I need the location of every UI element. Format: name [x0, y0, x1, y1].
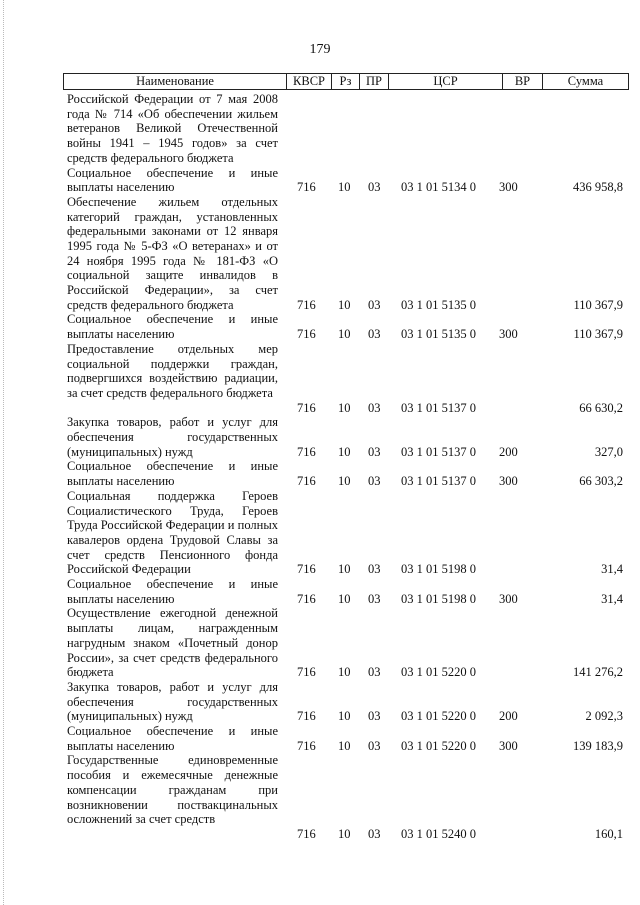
row-rz: 10: [338, 297, 351, 312]
row-name: Социальное обеспечение и иные выплаты населению: [67, 577, 278, 606]
row-rz: 10: [338, 562, 351, 577]
row-vr: 300: [499, 591, 518, 606]
row-pr: 03: [368, 562, 381, 577]
row-sum: 31,4: [601, 591, 623, 606]
row-csr: 03 1 01 5220 0: [401, 738, 476, 753]
row-name: Предоставление отдельных мер социальной поддержки граждан, подвергшихся воздействию радиации, за счет средств федерального бюджета: [67, 341, 278, 400]
row-name: Государственные единовременные пособия и ежемесячные денежные компенсации гражданам при возникновении поствакцинальных осложнений за счет средств: [67, 753, 278, 827]
row-name: Российской Федерации от 7 мая 2008 года № 714 «Об обеспечении жильем ветеранов Великой Отечественной войны 1941 – 1945 годов» за счет средств федерального бюджета: [67, 92, 278, 165]
table-row: [0, 92, 640, 166]
row-rz: 10: [338, 665, 351, 680]
table-row: [0, 680, 640, 724]
row-kvsr: 716: [297, 297, 316, 312]
row-sum: 31,4: [601, 562, 623, 577]
row-rz: 10: [338, 826, 351, 841]
row-kvsr: 716: [297, 444, 316, 459]
header-sum: Сумма: [567, 74, 604, 88]
row-kvsr: 716: [297, 327, 316, 342]
row-kvsr: 716: [297, 826, 316, 841]
row-name: Социальное обеспечение и иные выплаты населению: [67, 312, 278, 342]
header-pr: ПР: [360, 74, 389, 89]
row-pr: 03: [368, 591, 381, 606]
row-vr: 300: [499, 327, 518, 342]
row-csr: 03 1 01 5198 0: [401, 562, 476, 577]
table-row: [0, 606, 640, 680]
row-pr: 03: [368, 709, 381, 724]
row-sum: 110 367,9: [573, 327, 623, 342]
row-kvsr: 716: [297, 591, 316, 606]
row-kvsr: 716: [297, 562, 316, 577]
row-name: Социальное обеспечение и иные выплаты населению: [67, 724, 278, 753]
table-row: [0, 342, 640, 416]
row-csr: 03 1 01 5240 0: [401, 826, 476, 841]
row-sum: 139 183,9: [573, 738, 623, 753]
row-sum: 2 092,3: [585, 709, 623, 724]
table-row: [0, 166, 640, 195]
table-row: [0, 195, 640, 313]
budget-table-body: [0, 92, 640, 842]
row-sum: 66 303,2: [579, 474, 623, 489]
row-kvsr: 716: [297, 180, 316, 195]
row-rz: 10: [338, 474, 351, 489]
row-pr: 03: [368, 665, 381, 680]
table-row: [0, 459, 640, 488]
row-rz: 10: [338, 738, 351, 753]
header-csr: ЦСР: [389, 74, 503, 89]
row-pr: 03: [368, 826, 381, 841]
row-csr: 03 1 01 5135 0: [401, 297, 476, 312]
row-kvsr: 716: [297, 738, 316, 753]
row-pr: 03: [368, 297, 381, 312]
row-vr: 300: [499, 180, 518, 195]
row-vr: 200: [499, 444, 518, 459]
row-vr: 300: [499, 738, 518, 753]
row-csr: 03 1 01 5134 0: [401, 180, 476, 195]
row-pr: 03: [368, 180, 381, 195]
header-rz: Рз: [332, 74, 360, 89]
table-row: [0, 312, 640, 341]
row-csr: 03 1 01 5137 0: [401, 474, 476, 489]
row-sum: 327,0: [594, 444, 623, 459]
table-row: [0, 724, 640, 753]
row-name: Обеспечение жильем отдельных категорий граждан, установленных федеральными законами от 12 января 1995 года № 5-ФЗ «О ветеранах» и от 24 ноября 1995 года № 181-ФЗ «О социальной защите инвалидов в Российской Федерации», за счет средств федерального бюджета: [67, 194, 278, 312]
row-vr: 200: [499, 709, 518, 724]
row-csr: 03 1 01 5220 0: [401, 709, 476, 724]
header-kvsr: КВСР: [287, 74, 332, 89]
row-kvsr: 716: [297, 474, 316, 489]
row-sum: 436 958,8: [573, 180, 623, 195]
row-csr: 03 1 01 5220 0: [401, 665, 476, 680]
row-name: Закупка товаров, работ и услуг для обеспечения государственных (муниципальных) нужд: [67, 415, 278, 459]
row-name: Социальное обеспечение и иные выплаты населению: [67, 165, 278, 195]
table-row: [0, 415, 640, 459]
row-sum: 160,1: [594, 826, 623, 841]
row-sum: 66 630,2: [579, 400, 623, 415]
row-rz: 10: [338, 591, 351, 606]
row-kvsr: 716: [297, 709, 316, 724]
header-vr: ВР: [503, 74, 543, 89]
row-vr: 300: [499, 474, 518, 489]
row-name: Социальное обеспечение и иные выплаты населению: [67, 459, 278, 489]
row-sum: 110 367,9: [573, 297, 623, 312]
row-csr: 03 1 01 5137 0: [401, 444, 476, 459]
row-name: Осуществление ежегодной денежной выплаты лицам, награжденным нагрудным знаком «Почетный донор России», за счет средств федерального бюджета: [67, 606, 278, 680]
row-rz: 10: [338, 709, 351, 724]
row-pr: 03: [368, 400, 381, 415]
table-row: [0, 577, 640, 606]
row-name: Закупка товаров, работ и услуг для обеспечения государственных (муниципальных) нужд: [67, 679, 278, 724]
row-kvsr: 716: [297, 665, 316, 680]
row-sum: 141 276,2: [573, 665, 623, 680]
table-row: [0, 753, 640, 841]
row-rz: 10: [338, 444, 351, 459]
row-pr: 03: [368, 444, 381, 459]
row-kvsr: 716: [297, 400, 316, 415]
row-csr: 03 1 01 5135 0: [401, 327, 476, 342]
row-rz: 10: [338, 400, 351, 415]
page-number: 179: [309, 42, 331, 57]
row-pr: 03: [368, 327, 381, 342]
row-pr: 03: [368, 474, 381, 489]
row-csr: 03 1 01 5198 0: [401, 591, 476, 606]
table-row: [0, 489, 640, 577]
header-name: Наименование: [64, 74, 287, 89]
row-pr: 03: [368, 738, 381, 753]
row-rz: 10: [338, 180, 351, 195]
row-name: Социальная поддержка Героев Социалистического Труда, Героев Труда Российской Федерации и полных кавалеров ордена Трудовой Славы за счет средств Пенсионного фонда Российской Федерации: [67, 488, 278, 577]
row-csr: 03 1 01 5137 0: [401, 400, 476, 415]
table-header: [63, 73, 629, 90]
row-rz: 10: [338, 327, 351, 342]
